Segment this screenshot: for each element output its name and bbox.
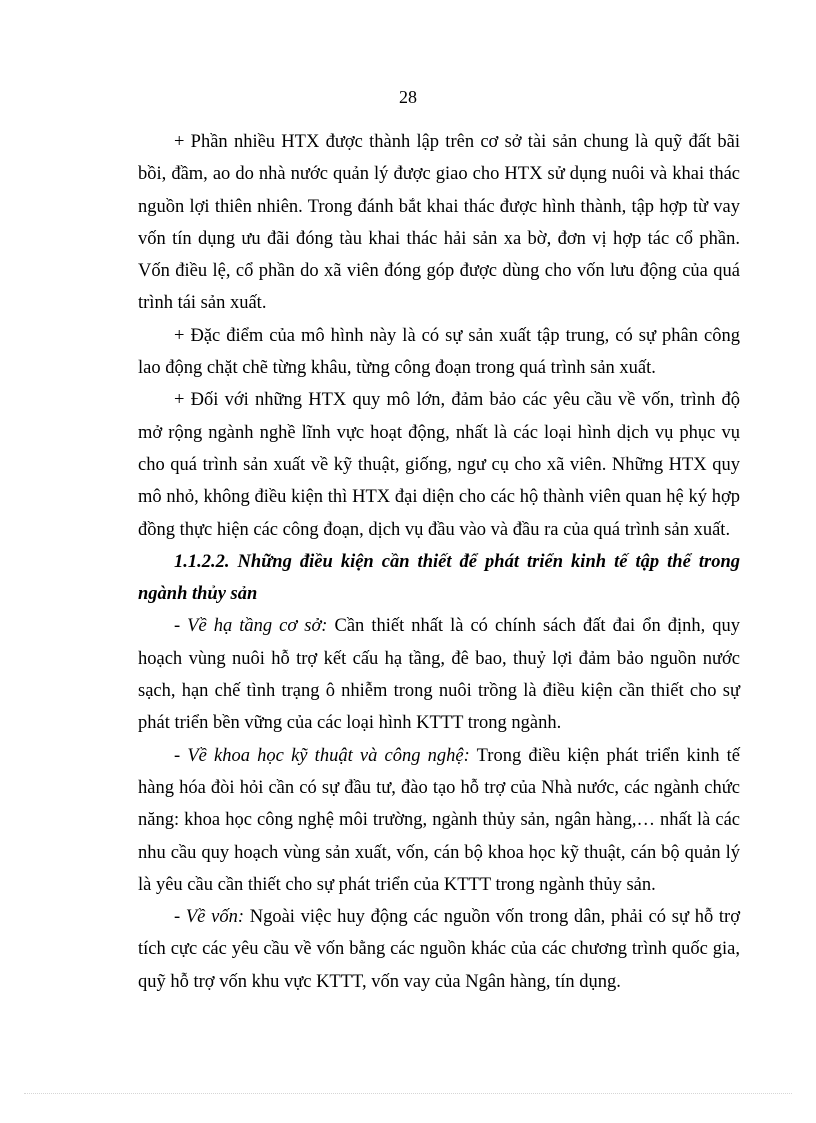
page-bottom-divider xyxy=(24,1093,792,1094)
paragraph-model-features: + Đặc điểm của mô hình này là có sự sản xuất tập trung, có sự phân công lao động chặt chẽ từng khâu, từng công đoạn trong quá trình sản xuất. xyxy=(138,325,740,379)
page-number: 28 xyxy=(399,87,417,107)
condition-infrastructure xyxy=(138,610,740,739)
section-heading: 1.1.2.2. Những điều kiện cần thiết để phát triển kinh tế tập thể trong ngành thủy sản xyxy=(138,551,740,605)
condition-science-technology-lead: - Về khoa học kỹ thuật và công nghệ: xyxy=(174,745,470,766)
condition-science-technology-text: Trong điều kiện phát triển kinh tế hàng hóa đòi hỏi cần có sự đầu tư, đào tạo hỗ trợ của Nhà nước, các ngành chức năng: khoa học công nghệ môi trường, ngành thủy sản, ngân hàng,… nhất là các nhu cầu quy hoạch vùng sản xuất, vốn, cán bộ khoa học kỹ thuật, cán bộ quản lý là yêu cầu cần thiết cho sự phát triển của KTTT trong ngành thủy sản. xyxy=(138,745,740,895)
condition-capital xyxy=(138,901,740,998)
condition-capital-text: Ngoài việc huy động các nguồn vốn trong dân, phải có sự hỗ trợ tích cực các yêu cầu về vốn bằng các nguồn khác của các chương trình quốc gia, quỹ hỗ trợ vốn khu vực KTTT, vốn vay của Ngân hàng, tín dụng. xyxy=(138,907,741,992)
paragraph-land-assets: + Phần nhiều HTX được thành lập trên cơ sở tài sản chung là quỹ đất bãi bồi, đầm, ao do nhà nước quản lý được giao cho HTX sử dụng nuôi và khai thác nguồn lợi thiên nhiên. Trong đánh bắt khai thác được hình thành, tập hợp từ vay vốn tín dụng ưu đãi đóng tàu khai thác hải sản xa bờ, đơn vị hợp tác cổ phần. Vốn điều lệ, cổ phần do xã viên đóng góp được dùng cho vốn lưu động của quá trình tái sản xuất. xyxy=(138,132,740,314)
condition-infrastructure-text: Cần thiết nhất là có chính sách đất đai ổn định, quy hoạch vùng nuôi hỗ trợ kết cấu hạ tầng, đê bao, thuỷ lợi đảm bảo nguồn nước sạch, hạn chế tình trạng ô nhiễm trong nuôi trồng là điều kiện cần thiết cho sự phát triển bền vững của các loại hình KTTT trong ngành. xyxy=(138,616,740,734)
condition-science-technology xyxy=(138,740,740,901)
condition-capital-lead: - Về vốn: xyxy=(174,907,244,928)
page-body xyxy=(138,126,740,998)
paragraph-large-cooperatives: + Đối với những HTX quy mô lớn, đảm bảo các yêu cầu về vốn, trình độ mở rộng ngành nghề lĩnh vực hoạt động, nhất là các loại hình dịch vụ phục vụ cho quá trình sản xuất về kỹ thuật, giống, ngư cụ cho xã viên. Những HTX quy mô nhỏ, không điều kiện thì HTX đại diện cho các hộ thành viên quan hệ ký hợp đồng thực hiện các công đoạn, dịch vụ đầu vào và đầu ra của quá trình sản xuất. xyxy=(138,390,740,540)
condition-infrastructure-lead: - Về hạ tầng cơ sở: xyxy=(174,616,328,637)
